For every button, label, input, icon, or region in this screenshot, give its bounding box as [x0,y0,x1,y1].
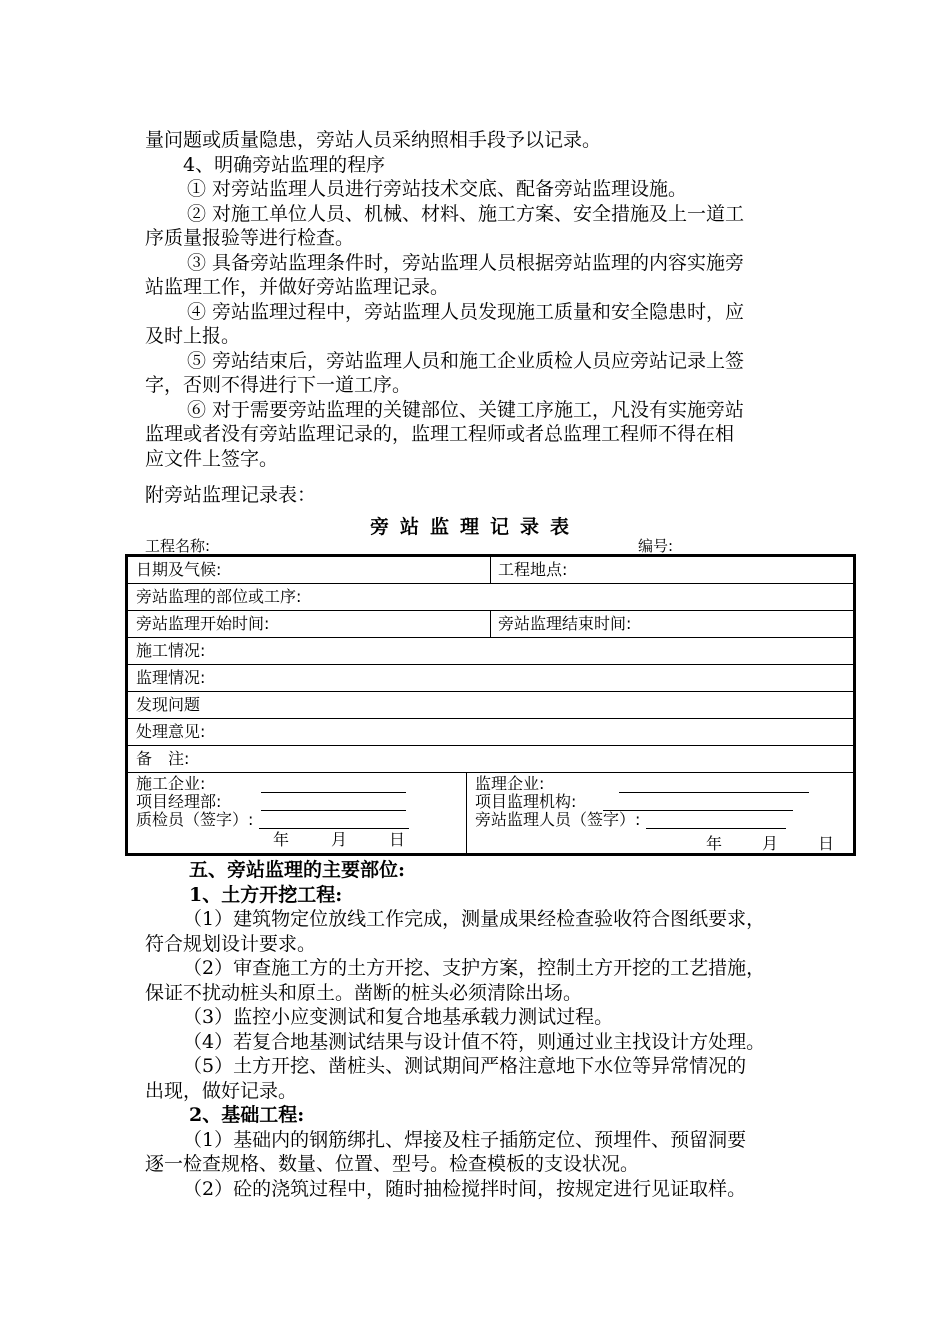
procedure-step: 序质量报验等进行检查。 [145,227,355,249]
procedure-step: ③ 具备旁站监理条件时，旁站监理人员根据旁站监理的内容实施旁 [187,251,745,274]
procedure-step: 及时上报。 [145,325,241,347]
cell-divider [490,557,491,584]
problems-found-cell: 发现问题 [136,695,201,714]
procedure-step: ⑥ 对于需要旁站监理的关键部位、关键工序施工，凡没有实施旁站 [187,398,745,421]
quality-inspector-label: 质检员（签字）: [136,810,254,829]
section-item: （1）建筑物定位放线工作完成，测量成果经检查验收符合图纸要求， [183,908,766,930]
procedure-step: 字，否则不得进行下一道工序。 [145,374,412,396]
section-item: （2）砼的浇筑过程中，随时抽检搅拌时间，按规定进行见证取样。 [183,1177,747,1200]
part-process-cell: 旁站监理的部位或工序: [136,587,302,606]
section-item: （1）基础内的钢筋绑扎、焊接及柱子插筋定位、预埋件、预留洞要 [183,1128,747,1151]
section-item: （3）监控小应变测试和复合地基承载力测试过程。 [183,1006,614,1028]
section-item: 符合规划设计要求。 [145,932,317,955]
table-row [128,638,853,665]
subsection-heading: 2、基础工程: [189,1104,305,1126]
table-row [128,665,853,692]
record-table [125,554,856,856]
table-row [128,692,853,719]
supervision-company-label: 监理企业: [475,774,545,793]
section-5 [145,858,857,1201]
month-label: 月 [762,834,779,853]
signature-line [259,828,409,829]
site-supervisor-label: 旁站监理人员（签字）: [475,810,641,829]
end-time-cell: 旁站监理结束时间: [498,614,632,633]
date-weather-cell: 日期及气候: [136,560,222,579]
supervision-agency-label: 项目监理机构: [475,792,577,811]
right-signature-block [475,775,809,829]
section-item: 出现，做好记录。 [145,1079,298,1102]
procedure-step: ④ 旁站监理过程中，旁站监理人员发现施工质量和安全隐患时，应 [187,300,745,323]
day-label: 日 [818,834,835,853]
table-row [128,557,853,584]
construction-status-cell: 施工情况: [136,641,206,660]
attachment-note [145,483,857,508]
site-cell: 工程地点: [498,560,568,579]
project-name-label: 工程名称: [145,537,211,555]
table-row [128,611,853,638]
procedure-step: ① 对旁站监理人员进行旁站技术交底、配备旁站监理设施。 [187,178,688,200]
right-date [706,835,834,853]
section-item: （2）审查施工方的土方开挖、支护方案，控制土方开挖的工艺措施， [183,957,766,979]
section-heading: 五、旁站监理的主要部位: [189,859,406,881]
construction-company-label: 施工企业: [136,774,206,793]
left-date [273,831,405,849]
left-signature-block [136,775,409,829]
handling-opinion-cell: 处理意见: [136,722,206,741]
procedure-heading: 4、明确旁站监理的程序 [183,153,386,176]
table-row [128,719,853,746]
attachment-label: 附旁站监理记录表： [145,484,317,506]
serial-number-label: 编号: [638,537,674,555]
intro-line: 量问题或质量隐患，旁站人员采纳照相手段予以记录。 [145,129,602,151]
procedure-step: 站监理工作，并做好旁站监理记录。 [145,276,450,298]
day-label: 日 [389,830,406,849]
procedure-step: 监理或者没有旁站监理记录的，监理工程师或者总监理工程师不得在相 [145,423,735,445]
start-time-cell: 旁站监理开始时间: [136,614,270,633]
project-department-label: 项目经理部: [136,792,222,811]
table-row [128,584,853,611]
cell-divider [490,611,491,638]
section-item: 保证不扰动桩头和原土。凿断的桩头必须清除出场。 [145,981,583,1004]
procedure-step: ⑤ 旁站结束后，旁站监理人员和施工企业质检人员应旁站记录上签 [187,349,745,372]
section-item: （4）若复合地基测试结果与设计值不符，则通过业主找设计方处理。 [183,1030,766,1053]
signature-line [646,828,786,829]
subsection-heading: 1、土方开挖工程: [189,883,343,906]
supervision-status-cell: 监理情况: [136,668,206,687]
section-item: （5）土方开挖、凿桩头、测试期间严格注意地下水位等异常情况的 [183,1055,747,1077]
section-item: 逐一检查规格、数量、位置、型号。检查模板的支设状况。 [145,1153,640,1175]
table-row [128,746,853,773]
month-label: 月 [331,830,348,849]
remarks-cell: 备 注: [136,749,190,768]
intro-text [145,128,857,471]
year-label: 年 [273,830,290,849]
procedure-step: 应文件上签字。 [145,447,279,470]
record-table-title: 旁站监理记录表 [369,516,580,538]
signature-divider [466,773,467,853]
procedure-step: ② 对施工单位人员、机械、材料、施工方案、安全措施及上一道工 [187,202,745,225]
year-label: 年 [706,834,723,853]
